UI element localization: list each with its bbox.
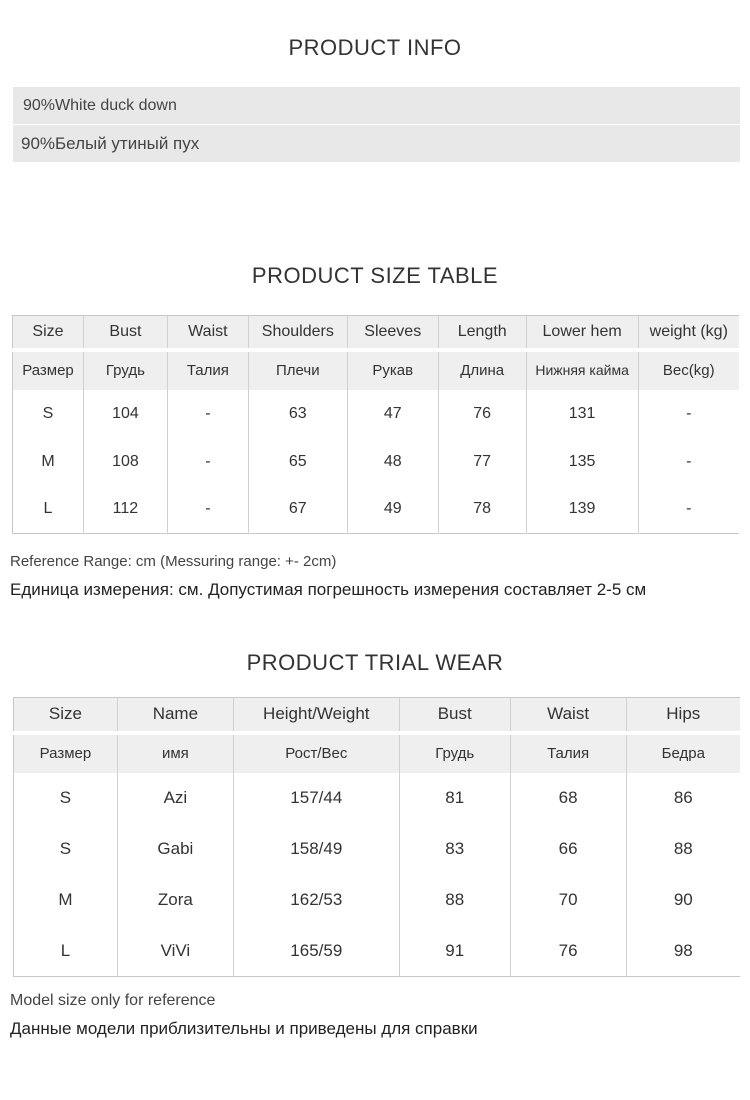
- size-header-cell: Длина: [438, 350, 526, 390]
- table-cell: 83: [399, 824, 510, 875]
- table-cell: Gabi: [117, 824, 233, 875]
- size-header-cell: Bust: [83, 316, 167, 350]
- table-cell: 66: [510, 824, 626, 875]
- table-cell: 88: [626, 824, 740, 875]
- table-cell: 70: [510, 875, 626, 926]
- trial-note-en: Model size only for reference: [10, 992, 216, 1009]
- table-cell: 104: [83, 390, 167, 438]
- table-cell: 76: [438, 390, 526, 438]
- table-cell: 165/59: [233, 926, 399, 977]
- size-header-cell: Sleeves: [347, 316, 438, 350]
- size-header-cell: Lower hem: [526, 316, 638, 350]
- table-cell: 48: [347, 438, 438, 486]
- size-header-cell: Рукав: [347, 350, 438, 390]
- trial-header-cell: Name: [117, 698, 233, 733]
- table-row: [13, 438, 740, 486]
- size-header-cell: Талия: [167, 350, 248, 390]
- table-cell: 108: [83, 438, 167, 486]
- table-cell: 90: [626, 875, 740, 926]
- table-cell: M: [13, 438, 84, 486]
- table-cell: Zora: [117, 875, 233, 926]
- table-cell: 65: [248, 438, 347, 486]
- table-cell: 76: [510, 926, 626, 977]
- table-cell: 135: [526, 438, 638, 486]
- table-cell: ViVi: [117, 926, 233, 977]
- size-table-title: PRODUCT SIZE TABLE: [251, 263, 499, 288]
- table-cell: -: [638, 438, 739, 486]
- table-cell: 49: [347, 486, 438, 534]
- table-row: [13, 486, 740, 534]
- trial-header-en-row: [14, 698, 741, 733]
- table-cell: 158/49: [233, 824, 399, 875]
- table-cell: -: [638, 390, 739, 438]
- table-cell: 131: [526, 390, 638, 438]
- table-cell: -: [167, 486, 248, 534]
- trial-header-cell: Рост/Вес: [233, 733, 399, 773]
- table-cell: L: [13, 486, 84, 534]
- table-cell: L: [14, 926, 118, 977]
- table-cell: 112: [83, 486, 167, 534]
- table-cell: 98: [626, 926, 740, 977]
- trial-header-cell: Size: [14, 698, 118, 733]
- table-cell: Azi: [117, 773, 233, 824]
- table-row: [14, 824, 741, 875]
- size-header-cell: Length: [438, 316, 526, 350]
- table-cell: 139: [526, 486, 638, 534]
- size-table: [12, 315, 739, 534]
- size-header-cell: weight (kg): [638, 316, 739, 350]
- table-cell: 162/53: [233, 875, 399, 926]
- trial-header-cell: имя: [117, 733, 233, 773]
- size-note-en: Reference Range: cm (Messuring range: +- 2cm): [10, 553, 337, 570]
- table-row: [14, 773, 741, 824]
- size-header-cell: Size: [13, 316, 84, 350]
- table-cell: 47: [347, 390, 438, 438]
- table-cell: 77: [438, 438, 526, 486]
- trial-header-cell: Бедра: [626, 733, 740, 773]
- table-row: [14, 875, 741, 926]
- info-row-material-en: 90%White duck down: [13, 87, 740, 124]
- size-header-ru-row: [13, 350, 740, 390]
- size-header-cell: Плечи: [248, 350, 347, 390]
- table-cell: 88: [399, 875, 510, 926]
- size-header-cell: Грудь: [83, 350, 167, 390]
- trial-header-cell: Bust: [399, 698, 510, 733]
- size-header-cell: Нижняя кайма: [526, 350, 638, 390]
- info-row-material-ru: 90%Белый утиный пух: [13, 125, 740, 162]
- size-header-cell: Размер: [13, 350, 84, 390]
- table-cell: 81: [399, 773, 510, 824]
- table-cell: 91: [399, 926, 510, 977]
- table-cell: 86: [626, 773, 740, 824]
- table-cell: 67: [248, 486, 347, 534]
- trial-header-cell: Hips: [626, 698, 740, 733]
- trial-header-cell: Waist: [510, 698, 626, 733]
- size-header-cell: Waist: [167, 316, 248, 350]
- table-cell: S: [14, 824, 118, 875]
- trial-header-cell: Размер: [14, 733, 118, 773]
- table-row: [13, 390, 740, 438]
- trial-header-ru-row: [14, 733, 741, 773]
- table-cell: -: [167, 390, 248, 438]
- trial-note-ru: Данные модели приблизительны и приведены для справки: [10, 1019, 478, 1038]
- table-cell: S: [14, 773, 118, 824]
- table-cell: 68: [510, 773, 626, 824]
- trial-header-cell: Грудь: [399, 733, 510, 773]
- trial-wear-table: [13, 697, 740, 977]
- table-cell: -: [638, 486, 739, 534]
- trial-header-cell: Height/Weight: [233, 698, 399, 733]
- size-header-en-row: [13, 316, 740, 350]
- size-header-cell: Shoulders: [248, 316, 347, 350]
- table-cell: 157/44: [233, 773, 399, 824]
- table-cell: 63: [248, 390, 347, 438]
- table-row: [14, 926, 741, 977]
- size-header-cell: Вес(kg): [638, 350, 739, 390]
- size-note-ru: Единица измерения: см. Допустимая погрешность измерения составляет 2-5 см: [10, 580, 647, 599]
- table-cell: -: [167, 438, 248, 486]
- product-info-title: PRODUCT INFO: [288, 35, 462, 60]
- trial-header-cell: Талия: [510, 733, 626, 773]
- table-cell: S: [13, 390, 84, 438]
- table-cell: 78: [438, 486, 526, 534]
- trial-wear-title: PRODUCT TRIAL WEAR: [246, 650, 504, 675]
- table-cell: M: [14, 875, 118, 926]
